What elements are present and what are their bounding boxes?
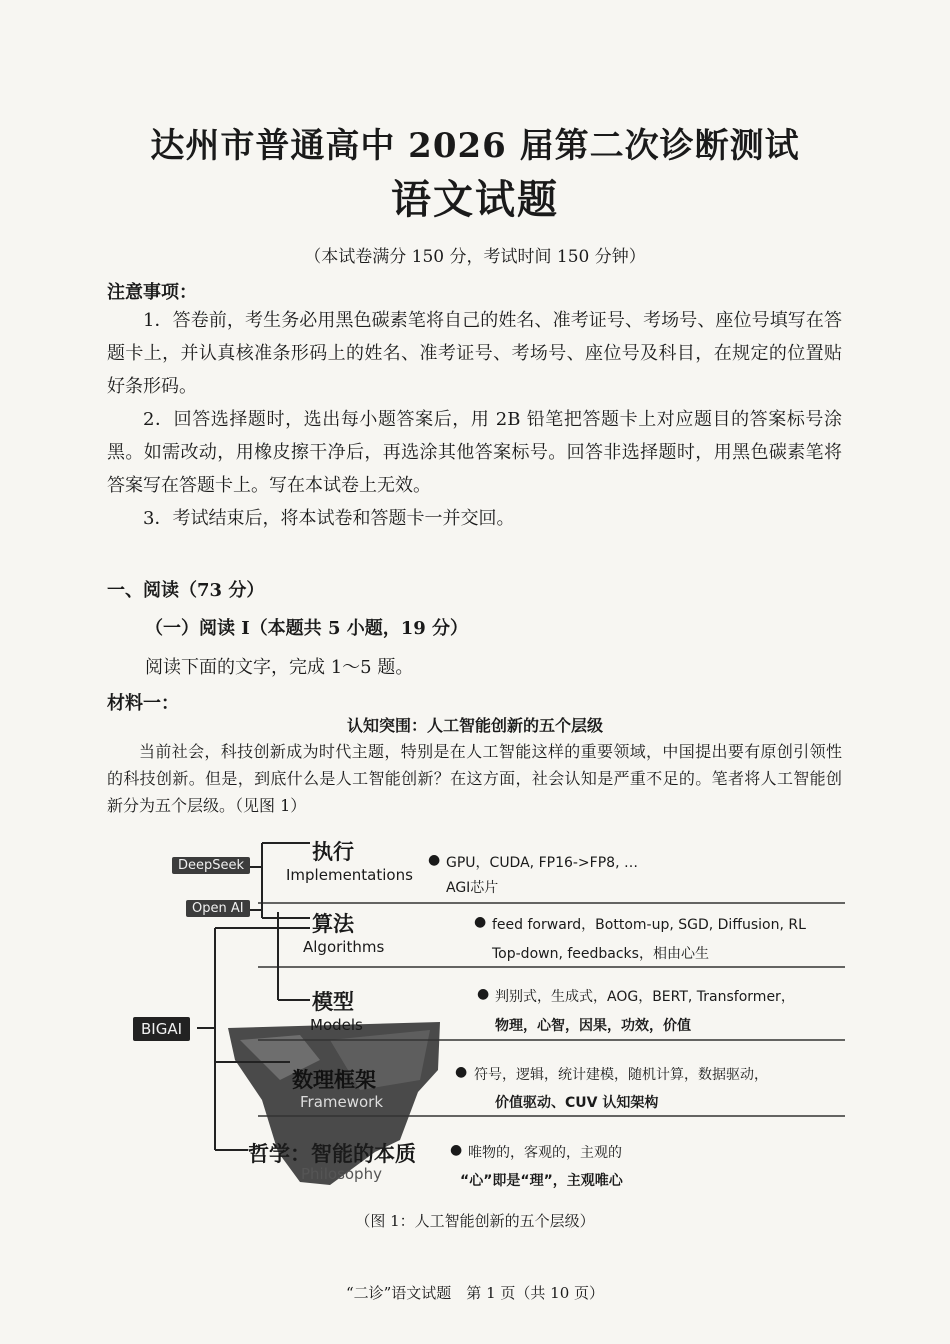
level-5-en: Philosophy: [301, 1165, 382, 1183]
level-3-en: Models: [310, 1016, 363, 1034]
level-1-en: Implementations: [286, 866, 413, 884]
level-1-line-2: AGI芯片: [446, 880, 499, 896]
figure-caption: （图 1：人工智能创新的五个层级）: [355, 1212, 595, 1230]
level-4-cn: 数理框架: [292, 1068, 376, 1092]
level-5-line-1: 唯物的，客观的，主观的: [468, 1145, 622, 1161]
exam-title: 达州市普通高中 2026 届第二次诊断测试: [150, 126, 800, 166]
level-1-line-1: GPU，CUDA, FP16->FP8, …: [446, 855, 638, 871]
reading-prompt: 阅读下面的文字，完成 1～5 题。: [145, 657, 414, 678]
level-4-bullet-icon: ●: [455, 1064, 468, 1080]
level-4-en: Framework: [300, 1093, 384, 1111]
exam-note: （本试卷满分 150 分，考试时间 150 分钟）: [304, 247, 646, 267]
level-5-bullet-icon: ●: [450, 1142, 463, 1158]
level-2-line-1: feed forward，Bottom-up, SGD, Diffusion, RL: [492, 917, 806, 933]
instruction-item-1: 1．答卷前，考生务必用黑色碳素笔将自己的姓名、准考证号、考场号、座位号填写在答题卡上，并认真核准条形码上的姓名、准考证号、考场号、座位号及科目，在规定的位置贴好条形码。: [107, 310, 842, 397]
level-2-bullet-icon: ●: [474, 914, 487, 930]
level-3-line-1: 判别式，生成式，AOG，BERT, Transformer，: [495, 989, 795, 1005]
level-5-line-2: “心”即是“理”，主观唯心: [460, 1173, 623, 1189]
article-title: 认知突围：人工智能创新的五个层级: [346, 716, 603, 735]
org-label-bigai: BIGAI: [133, 1017, 190, 1041]
level-1-bullet-icon: ●: [428, 852, 441, 868]
article-paragraph: 当前社会，科技创新成为时代主题，特别是在人工智能这样的重要领域，中国提出要有原创引领性的科技创新。但是，到底什么是人工智能创新？在这方面，社会认知是严重不足的。笔者将人工智能创新分为五个层级。（见图 1）: [107, 742, 842, 815]
level-2-cn: 算法: [312, 912, 354, 936]
sub-section-heading: （一）阅读 Ⅰ（本题共 5 小题，19 分）: [145, 618, 469, 639]
level-4-line-1: 符号，逻辑，统计建模，随机计算，数据驱动，: [474, 1067, 768, 1083]
level-2-en: Algorithms: [303, 938, 385, 956]
level-3-cn: 模型: [312, 990, 354, 1014]
instructions-heading: 注意事项：: [107, 282, 197, 303]
instruction-item-3: 3．考试结束后，将本试卷和答题卡一并交回。: [143, 508, 515, 529]
section-heading: 一、阅读（73 分）: [107, 580, 265, 601]
material-label: 材料一：: [107, 693, 179, 714]
instruction-item-2: 2．回答选择题时，选出每小题答案后，用 2B 铅笔把答题卡上对应题目的答案标号涂黑。如需改动，用橡皮擦干净后，再选涂其他答案标号。回答非选择题时，用黑色碳素笔将答案写在答题卡上。写在本试卷上无效。: [107, 409, 842, 496]
subject-title: 语文试题: [391, 176, 559, 223]
level-5-cn: 哲学：智能的本质: [248, 1142, 416, 1166]
level-1-cn: 执行: [312, 840, 354, 864]
org-label-openai: Open AI: [186, 900, 250, 917]
level-3-bullet-icon: ●: [477, 986, 490, 1002]
level-4-line-2: 价值驱动、CUV 认知架构: [495, 1095, 659, 1111]
org-label-deepseek: DeepSeek: [172, 857, 250, 874]
page-footer: “二诊”语文试题 第 1 页（共 10 页）: [345, 1284, 605, 1302]
level-2-line-2: Top-down, feedbacks，相由心生: [492, 946, 709, 962]
level-3-line-2: 物理，心智，因果，功效，价值: [495, 1018, 691, 1034]
